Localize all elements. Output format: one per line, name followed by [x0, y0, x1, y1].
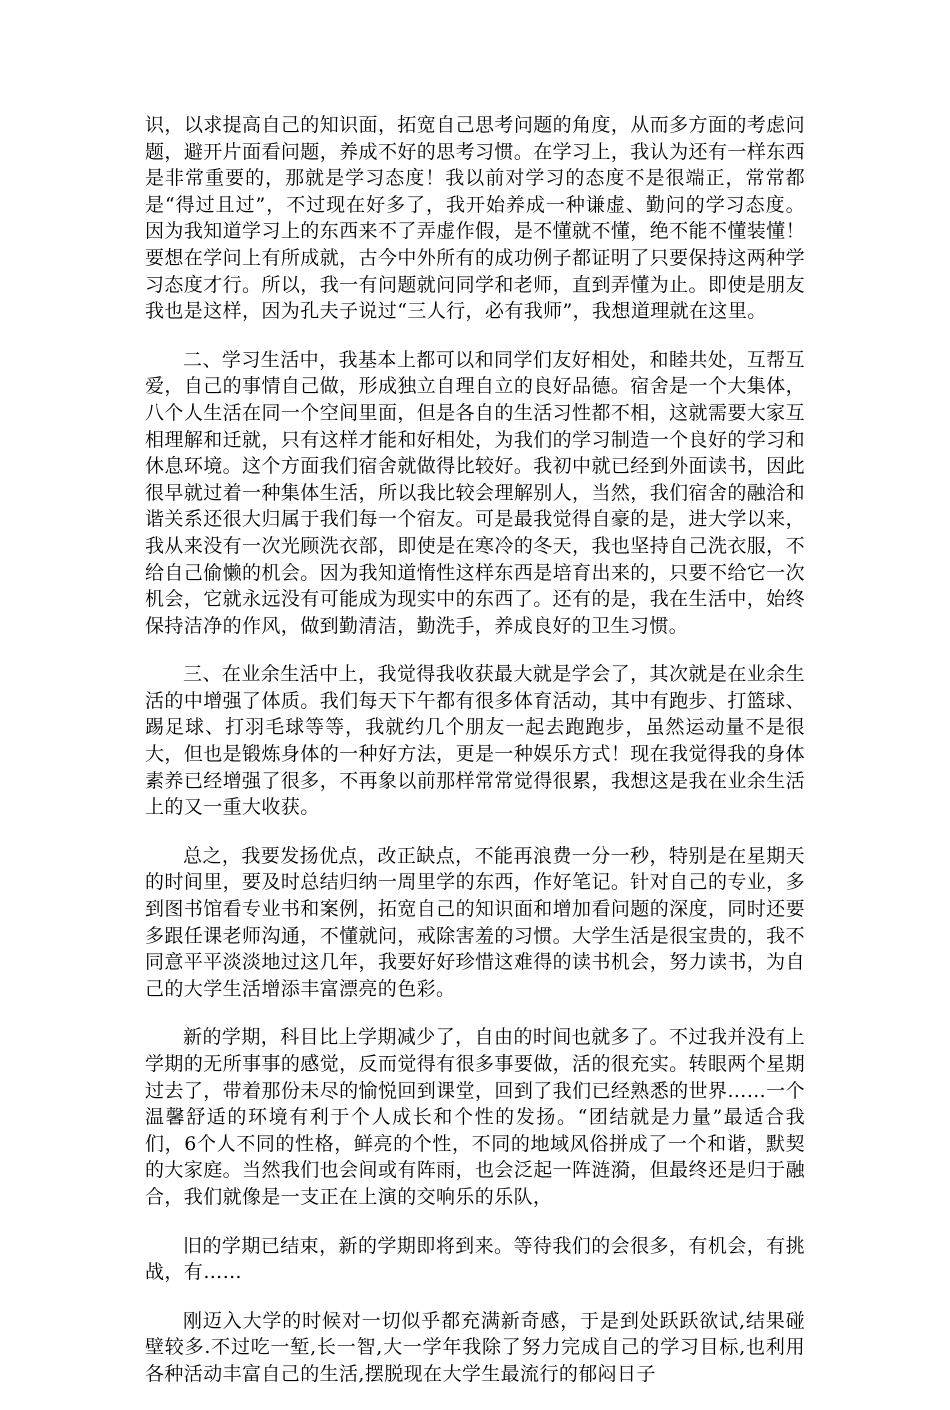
- paragraph-2: 二、学习生活中，我基本上都可以和同学们友好相处，和睦共处，互帮互爱，自己的事情自己做，形成独立自理自立的良好品德。宿舍是一个大集体，八个人生活在同一个空间里面，但是各自的生活习性都不相，这就需要大家互相理解和迁就，只有这样才能和好相处，为我们的学习制造一个良好的学习和休息环境。这个方面我们宿舍就做得比较好。我初中就已经到外面读书，因此很早就过着一种集体生活，所以我比较会理解别人，当然，我们宿舍的融洽和谐关系还很大归属于我们每一个宿友。可是最我觉得自豪的是，进大学以来，我从来没有一次光顾洗衣部，即使是在寒冷的冬天，我也坚持自己洗衣服，不给自己偷懒的机会。因为我知道惰性这样东西是培育出来的，只要不给它一次机会，它就永远没有可能成为现实中的东西了。还有的是，我在生活中，始终保持洁净的作风，做到勤清洁，勤洗手，养成良好的卫生习惯。: [145, 348, 805, 637]
- paragraph-7: 刚迈入大学的时候对一切似乎都充满新奇感，于是到处跃跃欲试,结果碰壁较多.不过吃一堑,长一智,大一学年我除了努力完成自己的学习目标,也利用各种活动丰富自己的生活,摆脱现在大学生最流行的郁闷日子: [145, 1309, 805, 1385]
- paragraph-5: 新的学期，科目比上学期减少了，自由的时间也就多了。不过我并没有上学期的无所事事的感觉，反而觉得有很多事要做，活的很充实。转眼两个星期过去了，带着那份未尽的愉悦回到课堂，回到了我们已经熟悉的世界……一个温馨舒适的环境有利于个人成长和个性的发扬。“团结就是力量”最适合我们，6个人不同的性格，鲜亮的个性，不同的地域风俗拼成了一个和谐，默契的大家庭。当然我们也会间或有阵雨，也会泛起一阵涟漪，但最终还是归于融合，我们就像是一支正在上演的交响乐的乐队，: [145, 1026, 805, 1208]
- paragraph-6: 旧的学期已结束，新的学期即将到来。等待我们的会很多，有机会，有挑战，有……: [145, 1234, 805, 1284]
- paragraph-1: 识，以求提高自己的知识面，拓宽自己思考问题的角度，从而多方面的考虑问题，避开片面看问题，养成不好的思考习惯。在学习上，我认为还有一样东西是非常重要的，那就是学习态度！我以前对学习的态度不是很端正，常常都是“得过且过”，不过现在好多了，我开始养成一种谦虚、勤问的学习态度。因为我知道学习上的东西来不了弄虚作假，是不懂就不懂，绝不能不懂装懂！要想在学问上有所成就，古今中外所有的成功例子都证明了只要保持这两种学习态度才行。所以，我一有问题就问同学和老师，直到弄懂为止。即使是朋友我也是这样，因为孔夫子说过“三人行，必有我师”，我想道理就在这里。: [145, 114, 805, 323]
- paragraph-3: 三、在业余生活中上，我觉得我收获最大就是学会了，其次就是在业余生活的中增强了体质。我们每天下午都有很多体育活动，其中有跑步、打篮球、踢足球、打羽毛球等等，我就约几个朋友一起去跑跑步，虽然运动量不是很大，但也是锻炼身体的一种好方法，更是一种娱乐方式！现在我觉得我的身体素养已经增强了很多，不再象以前那样常常觉得很累，我想这是我在业余生活上的又一重大收获。: [145, 663, 805, 819]
- paragraph-4: 总之，我要发扬优点，改正缺点，不能再浪费一分一秒，特别是在星期天的时间里，要及时总结归纳一周里学的东西，作好笔记。针对自己的专业，多到图书馆看专业书和案例，拓宽自己的知识面和增加看问题的深度，同时还要多跟任课老师沟通，不懂就问，戒除害羞的习惯。大学生活是很宝贵的，我不同意平平淡淡地过这几年，我要好好珍惜这难得的读书机会，努力读书，为自己的大学生活增添丰富漂亮的色彩。: [145, 844, 805, 1000]
- document-page: [145, 112, 805, 1410]
